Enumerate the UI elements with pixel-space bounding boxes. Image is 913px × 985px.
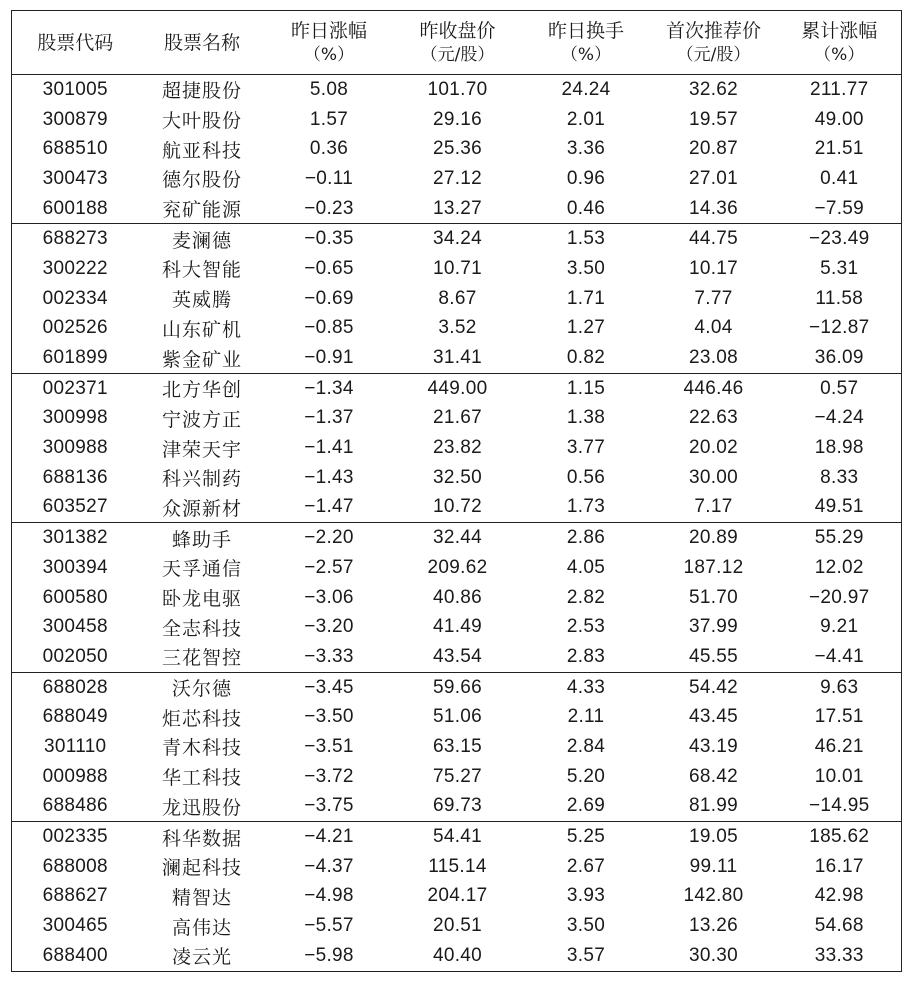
prev-turnover-cell: 5.25 xyxy=(566,826,606,848)
prev-close-cell: 209.62 xyxy=(427,556,488,578)
prev-change-cell: −4.21 xyxy=(304,826,354,848)
prev-turnover-cell: 2.83 xyxy=(523,642,650,672)
first-recommend-price-cell: 20.89 xyxy=(688,527,739,549)
prev-change-cell: −0.35 xyxy=(304,228,354,250)
prev-turnover-cell: 1.38 xyxy=(566,407,606,429)
prev-change-cell: −0.11 xyxy=(304,167,354,189)
prev-change-cell: −3.75 xyxy=(266,792,393,822)
stock-name-cell: 澜起科技 xyxy=(161,857,242,880)
table-row xyxy=(12,642,902,672)
stock-code-cell: 002050 xyxy=(12,642,139,672)
prev-close-cell: 10.72 xyxy=(393,493,523,523)
prev-turnover-cell: 4.05 xyxy=(566,556,606,578)
stock-name-cell: 精智达 xyxy=(171,886,232,909)
stock-name-cell: 津荣天宇 xyxy=(161,438,242,461)
prev-turnover-cell: 2.84 xyxy=(566,735,606,757)
header-text: 首次推荐价 xyxy=(665,19,761,42)
stock-name-cell: 兖矿能源 xyxy=(139,194,266,224)
stock-name-cell: 科华数据 xyxy=(161,827,242,850)
prev-turnover-cell: 3.77 xyxy=(566,437,606,459)
prev-close-cell: 13.27 xyxy=(393,194,523,224)
table-row xyxy=(12,493,902,523)
stock-code-cell: 603527 xyxy=(12,493,139,523)
prev-close-cell: 32.44 xyxy=(432,527,483,549)
header-first-recommend-price xyxy=(650,11,778,75)
table-row xyxy=(12,882,902,912)
stock-name-cell: 超捷股份 xyxy=(161,80,242,103)
stock-recommendation-table xyxy=(11,10,902,972)
table-row xyxy=(12,702,902,732)
table-row xyxy=(12,553,902,583)
stock-name-cell: 三花智控 xyxy=(139,642,266,672)
table-row xyxy=(12,343,902,373)
prev-close-cell: 10.71 xyxy=(432,257,483,279)
stock-name-cell: 高伟达 xyxy=(171,916,232,939)
first-recommend-price-cell: 43.19 xyxy=(688,735,739,757)
header-unit: （元/股） xyxy=(420,44,495,65)
prev-change-cell: −3.51 xyxy=(304,735,354,757)
prev-close-cell: 8.67 xyxy=(438,287,477,309)
prev-turnover-cell: 0.56 xyxy=(566,466,606,488)
first-recommend-price-cell: 30.00 xyxy=(688,466,739,488)
first-recommend-price-cell: 32.62 xyxy=(688,78,739,100)
stock-name-cell: 天孚通信 xyxy=(161,558,242,581)
prev-close-cell: 25.36 xyxy=(432,138,483,160)
prev-change-cell: −3.72 xyxy=(304,765,354,787)
stock-code-cell: 688273 xyxy=(42,228,108,250)
prev-turnover-cell: 2.86 xyxy=(566,527,606,549)
table-row xyxy=(12,583,902,613)
stock-name-cell: 大叶股份 xyxy=(161,110,242,133)
header-text: 股票名称 xyxy=(163,31,240,54)
stock-code-cell: 300222 xyxy=(42,257,108,279)
prev-change-cell: −3.20 xyxy=(304,616,354,638)
cumulative-change-cell: 54.68 xyxy=(814,915,864,937)
cumulative-change-cell: 17.51 xyxy=(814,706,864,728)
cumulative-change-cell: 10.01 xyxy=(814,765,864,787)
prev-change-cell: 1.57 xyxy=(309,108,349,130)
first-recommend-price-cell: 27.01 xyxy=(688,167,739,189)
table-row xyxy=(12,75,902,105)
first-recommend-price-cell: 13.26 xyxy=(688,915,739,937)
prev-close-cell: 40.40 xyxy=(432,944,483,966)
header-row xyxy=(12,11,902,75)
stock-name-cell: 炬芯科技 xyxy=(161,707,242,730)
cumulative-change-cell: 36.09 xyxy=(778,343,902,373)
prev-change-cell: −1.34 xyxy=(304,377,354,399)
first-recommend-price-cell: 45.55 xyxy=(650,642,778,672)
cumulative-change-cell: 49.00 xyxy=(814,108,864,130)
cumulative-change-cell: 42.98 xyxy=(814,885,864,907)
prev-turnover-cell: 3.93 xyxy=(566,885,606,907)
cumulative-change-cell: 55.29 xyxy=(814,527,864,549)
prev-turnover-cell: 1.27 xyxy=(566,317,606,339)
cumulative-change-cell: 8.33 xyxy=(820,466,859,488)
prev-change-cell: −4.98 xyxy=(304,885,354,907)
prev-change-cell: −3.33 xyxy=(266,642,393,672)
prev-change-cell: 5.08 xyxy=(309,78,349,100)
stock-code-cell: 688049 xyxy=(42,706,108,728)
stock-name-cell: 科兴制药 xyxy=(161,468,242,491)
cumulative-change-cell: 21.51 xyxy=(814,138,864,160)
stock-code-cell: 300458 xyxy=(42,616,108,638)
stock-name-cell: 英威腾 xyxy=(171,289,232,312)
prev-turnover-cell: 0.82 xyxy=(523,343,650,373)
prev-change-cell: −3.45 xyxy=(304,676,354,698)
stock-recommendation-table-container xyxy=(11,10,901,972)
prev-turnover-cell: 3.50 xyxy=(566,257,606,279)
header-unit: （%） xyxy=(560,44,612,65)
table-row xyxy=(12,404,902,434)
prev-change-cell: −1.41 xyxy=(304,437,354,459)
stock-code-cell: 002526 xyxy=(42,317,108,339)
header-unit: （%） xyxy=(303,44,355,65)
prev-close-cell: 20.51 xyxy=(432,915,483,937)
prev-change-cell: −5.98 xyxy=(304,944,354,966)
prev-turnover-cell: 3.50 xyxy=(566,915,606,937)
prev-close-cell: 54.41 xyxy=(432,826,483,848)
cumulative-change-cell: 46.21 xyxy=(814,735,864,757)
first-recommend-price-cell: 10.17 xyxy=(688,257,739,279)
prev-turnover-cell: 2.11 xyxy=(567,706,605,728)
header-prev-change xyxy=(266,11,393,75)
prev-turnover-cell: 0.96 xyxy=(566,167,606,189)
first-recommend-price-cell: 51.70 xyxy=(688,586,739,608)
stock-name-cell: 众源新材 xyxy=(139,493,266,523)
prev-change-cell: −0.69 xyxy=(304,287,354,309)
prev-turnover-cell: 24.24 xyxy=(561,78,611,100)
header-prev-turnover xyxy=(523,11,650,75)
header-text: 昨日涨幅 xyxy=(290,19,367,42)
table-body xyxy=(12,75,902,972)
table-row xyxy=(12,194,902,224)
table-row xyxy=(12,254,902,284)
cumulative-change-cell: 0.57 xyxy=(820,377,859,399)
stock-code-cell: 688627 xyxy=(42,885,108,907)
stock-code-cell: 002335 xyxy=(42,826,108,848)
header-text: 昨日换手 xyxy=(547,19,624,42)
stock-code-cell: 300998 xyxy=(42,407,108,429)
prev-close-cell: 115.14 xyxy=(428,855,487,877)
stock-code-cell: 688510 xyxy=(42,138,108,160)
table-row xyxy=(12,732,902,762)
cumulative-change-cell: 0.41 xyxy=(820,167,859,189)
stock-code-cell: 300988 xyxy=(42,437,108,459)
first-recommend-price-cell: 142.80 xyxy=(683,885,744,907)
first-recommend-price-cell: 23.08 xyxy=(650,343,778,373)
stock-name-cell: 青木科技 xyxy=(161,737,242,760)
prev-close-cell: 32.50 xyxy=(432,466,483,488)
prev-close-cell: 34.24 xyxy=(432,228,483,250)
stock-name-cell: 全志科技 xyxy=(161,617,242,640)
prev-change-cell: −2.57 xyxy=(304,556,354,578)
stock-code-cell: 688136 xyxy=(42,466,108,488)
prev-turnover-cell: 3.57 xyxy=(566,944,606,966)
stock-name-cell: 华工科技 xyxy=(161,767,242,790)
table-row xyxy=(12,792,902,822)
table-row xyxy=(12,612,902,642)
stock-name-cell: 紫金矿业 xyxy=(139,343,266,373)
stock-code-cell: 600188 xyxy=(12,194,139,224)
stock-name-cell: 宁波方正 xyxy=(161,408,242,431)
stock-name-cell: 沃尔德 xyxy=(171,678,232,701)
prev-change-cell: −0.91 xyxy=(266,343,393,373)
stock-name-cell: 航亚科技 xyxy=(161,139,242,162)
header-text: 股票代码 xyxy=(37,31,114,54)
cumulative-change-cell: −4.24 xyxy=(814,407,865,429)
stock-code-cell: 301382 xyxy=(42,527,108,549)
header-unit: （%） xyxy=(814,44,865,65)
stock-code-cell: 688486 xyxy=(12,792,139,822)
table-row xyxy=(12,105,902,135)
cumulative-change-cell: 33.33 xyxy=(814,944,864,966)
prev-change-cell: −1.47 xyxy=(266,493,393,523)
stock-name-cell: 凌云光 xyxy=(171,946,232,969)
table-row xyxy=(12,224,902,254)
first-recommend-price-cell: 30.30 xyxy=(688,944,739,966)
first-recommend-price-cell: 20.87 xyxy=(688,138,739,160)
stock-code-cell: 300879 xyxy=(42,108,108,130)
cumulative-change-cell: 18.98 xyxy=(814,437,864,459)
cumulative-change-cell: −23.49 xyxy=(809,228,870,250)
cumulative-change-cell: −14.95 xyxy=(778,792,902,822)
prev-change-cell: −3.06 xyxy=(304,586,354,608)
table-row xyxy=(12,852,902,882)
prev-turnover-cell: 2.53 xyxy=(566,616,606,638)
prev-change-cell: −2.20 xyxy=(304,527,354,549)
prev-turnover-cell: 2.82 xyxy=(566,586,606,608)
header-unit: （元/股） xyxy=(676,44,751,65)
first-recommend-price-cell: 187.12 xyxy=(683,556,744,578)
stock-name-cell: 卧龙电驱 xyxy=(161,588,242,611)
cumulative-change-cell: 11.58 xyxy=(815,287,864,309)
prev-turnover-cell: 1.73 xyxy=(523,493,650,523)
stock-name-cell: 北方华创 xyxy=(161,379,242,402)
prev-change-cell: −4.37 xyxy=(304,855,354,877)
prev-change-cell: −1.37 xyxy=(304,407,354,429)
cumulative-change-cell: 12.02 xyxy=(814,556,864,578)
prev-change-cell: 0.36 xyxy=(309,138,349,160)
prev-close-cell: 41.49 xyxy=(432,616,483,638)
prev-change-cell: −0.65 xyxy=(304,257,354,279)
stock-name-cell: 科大智能 xyxy=(161,259,242,282)
stock-code-cell: 002334 xyxy=(42,287,108,309)
prev-change-cell: −0.23 xyxy=(266,194,393,224)
table-row xyxy=(12,164,902,194)
table-row xyxy=(12,911,902,941)
first-recommend-price-cell: 20.02 xyxy=(688,437,739,459)
table-row xyxy=(12,523,902,553)
first-recommend-price-cell: 99.11 xyxy=(689,855,738,877)
prev-turnover-cell: 2.69 xyxy=(523,792,650,822)
cumulative-change-cell: −7.59 xyxy=(778,194,902,224)
header-cumulative-change xyxy=(778,11,902,75)
stock-code-cell: 000988 xyxy=(42,765,108,787)
cumulative-change-cell: 9.63 xyxy=(820,676,859,698)
header-stock-code xyxy=(12,11,139,75)
stock-name-cell: 山东矿机 xyxy=(161,318,242,341)
prev-turnover-cell: 3.36 xyxy=(566,138,606,160)
cumulative-change-cell: −4.41 xyxy=(778,642,902,672)
stock-code-cell: 600580 xyxy=(42,586,108,608)
table-row xyxy=(12,134,902,164)
prev-change-cell: −0.85 xyxy=(304,317,354,339)
table-row xyxy=(12,284,902,314)
first-recommend-price-cell: 19.57 xyxy=(688,108,739,130)
cumulative-change-cell: 211.77 xyxy=(809,78,869,100)
cumulative-change-cell: 49.51 xyxy=(778,493,902,523)
prev-change-cell: −5.57 xyxy=(304,915,354,937)
prev-close-cell: 204.17 xyxy=(427,885,488,907)
stock-name-cell: 龙迅股份 xyxy=(139,792,266,822)
header-prev-close xyxy=(393,11,523,75)
first-recommend-price-cell: 81.99 xyxy=(650,792,778,822)
header-stock-name xyxy=(139,11,266,75)
first-recommend-price-cell: 54.42 xyxy=(688,676,739,698)
first-recommend-price-cell: 43.45 xyxy=(688,706,739,728)
stock-code-cell: 002371 xyxy=(42,377,108,399)
stock-code-cell: 301005 xyxy=(42,78,108,100)
first-recommend-price-cell: 37.99 xyxy=(688,616,739,638)
first-recommend-price-cell: 22.63 xyxy=(688,407,739,429)
prev-close-cell: 31.41 xyxy=(393,343,523,373)
prev-turnover-cell: 5.20 xyxy=(566,765,606,787)
prev-close-cell: 29.16 xyxy=(432,108,483,130)
prev-turnover-cell: 1.71 xyxy=(566,287,606,309)
table-row xyxy=(12,941,902,971)
prev-close-cell: 27.12 xyxy=(432,167,483,189)
stock-code-cell: 688400 xyxy=(42,944,108,966)
prev-close-cell: 23.82 xyxy=(432,437,483,459)
first-recommend-price-cell: 446.46 xyxy=(683,377,744,399)
stock-name-cell: 麦澜德 xyxy=(171,229,232,252)
prev-close-cell: 40.86 xyxy=(432,586,483,608)
cumulative-change-cell: −20.97 xyxy=(809,586,870,608)
prev-turnover-cell: 4.33 xyxy=(566,676,606,698)
prev-close-cell: 63.15 xyxy=(432,735,483,757)
prev-close-cell: 43.54 xyxy=(393,642,523,672)
stock-name-cell: 德尔股份 xyxy=(161,169,242,192)
first-recommend-price-cell: 7.77 xyxy=(694,287,733,309)
stock-code-cell: 300473 xyxy=(42,167,108,189)
stock-code-cell: 688028 xyxy=(42,676,108,698)
table-header xyxy=(12,11,902,75)
first-recommend-price-cell: 4.04 xyxy=(694,317,733,339)
table-row xyxy=(12,822,902,852)
prev-turnover-cell: 2.01 xyxy=(566,108,606,130)
prev-turnover-cell: 1.53 xyxy=(566,228,606,250)
table-row xyxy=(12,373,902,403)
prev-turnover-cell: 0.46 xyxy=(523,194,650,224)
prev-change-cell: −1.43 xyxy=(304,466,354,488)
prev-close-cell: 449.00 xyxy=(427,377,488,399)
prev-change-cell: −3.50 xyxy=(304,706,354,728)
prev-close-cell: 101.70 xyxy=(427,78,488,100)
stock-code-cell: 300465 xyxy=(42,915,108,937)
stock-code-cell: 688008 xyxy=(42,855,108,877)
prev-turnover-cell: 2.67 xyxy=(566,855,606,877)
prev-close-cell: 21.67 xyxy=(432,407,483,429)
prev-close-cell: 3.52 xyxy=(438,317,477,339)
header-text: 昨收盘价 xyxy=(419,19,496,42)
table-row xyxy=(12,463,902,493)
stock-code-cell: 300394 xyxy=(42,556,108,578)
cumulative-change-cell: 185.62 xyxy=(809,826,870,848)
first-recommend-price-cell: 44.75 xyxy=(688,228,739,250)
cumulative-change-cell: 16.17 xyxy=(814,855,864,877)
stock-code-cell: 601899 xyxy=(12,343,139,373)
table-row xyxy=(12,672,902,702)
first-recommend-price-cell: 68.42 xyxy=(688,765,739,787)
first-recommend-price-cell: 19.05 xyxy=(688,826,739,848)
table-row xyxy=(12,433,902,463)
first-recommend-price-cell: 7.17 xyxy=(650,493,778,523)
first-recommend-price-cell: 14.36 xyxy=(650,194,778,224)
header-text: 累计涨幅 xyxy=(801,19,878,42)
cumulative-change-cell: 9.21 xyxy=(820,616,859,638)
table-row xyxy=(12,314,902,344)
prev-close-cell: 69.73 xyxy=(393,792,523,822)
cumulative-change-cell: −12.87 xyxy=(809,317,870,339)
cumulative-change-cell: 5.31 xyxy=(820,257,859,279)
stock-name-cell: 蜂助手 xyxy=(171,528,232,551)
prev-close-cell: 59.66 xyxy=(432,676,483,698)
prev-close-cell: 51.06 xyxy=(432,706,483,728)
prev-close-cell: 75.27 xyxy=(432,765,483,787)
stock-code-cell: 301110 xyxy=(44,735,107,757)
table-row xyxy=(12,762,902,792)
prev-turnover-cell: 1.15 xyxy=(566,377,606,399)
